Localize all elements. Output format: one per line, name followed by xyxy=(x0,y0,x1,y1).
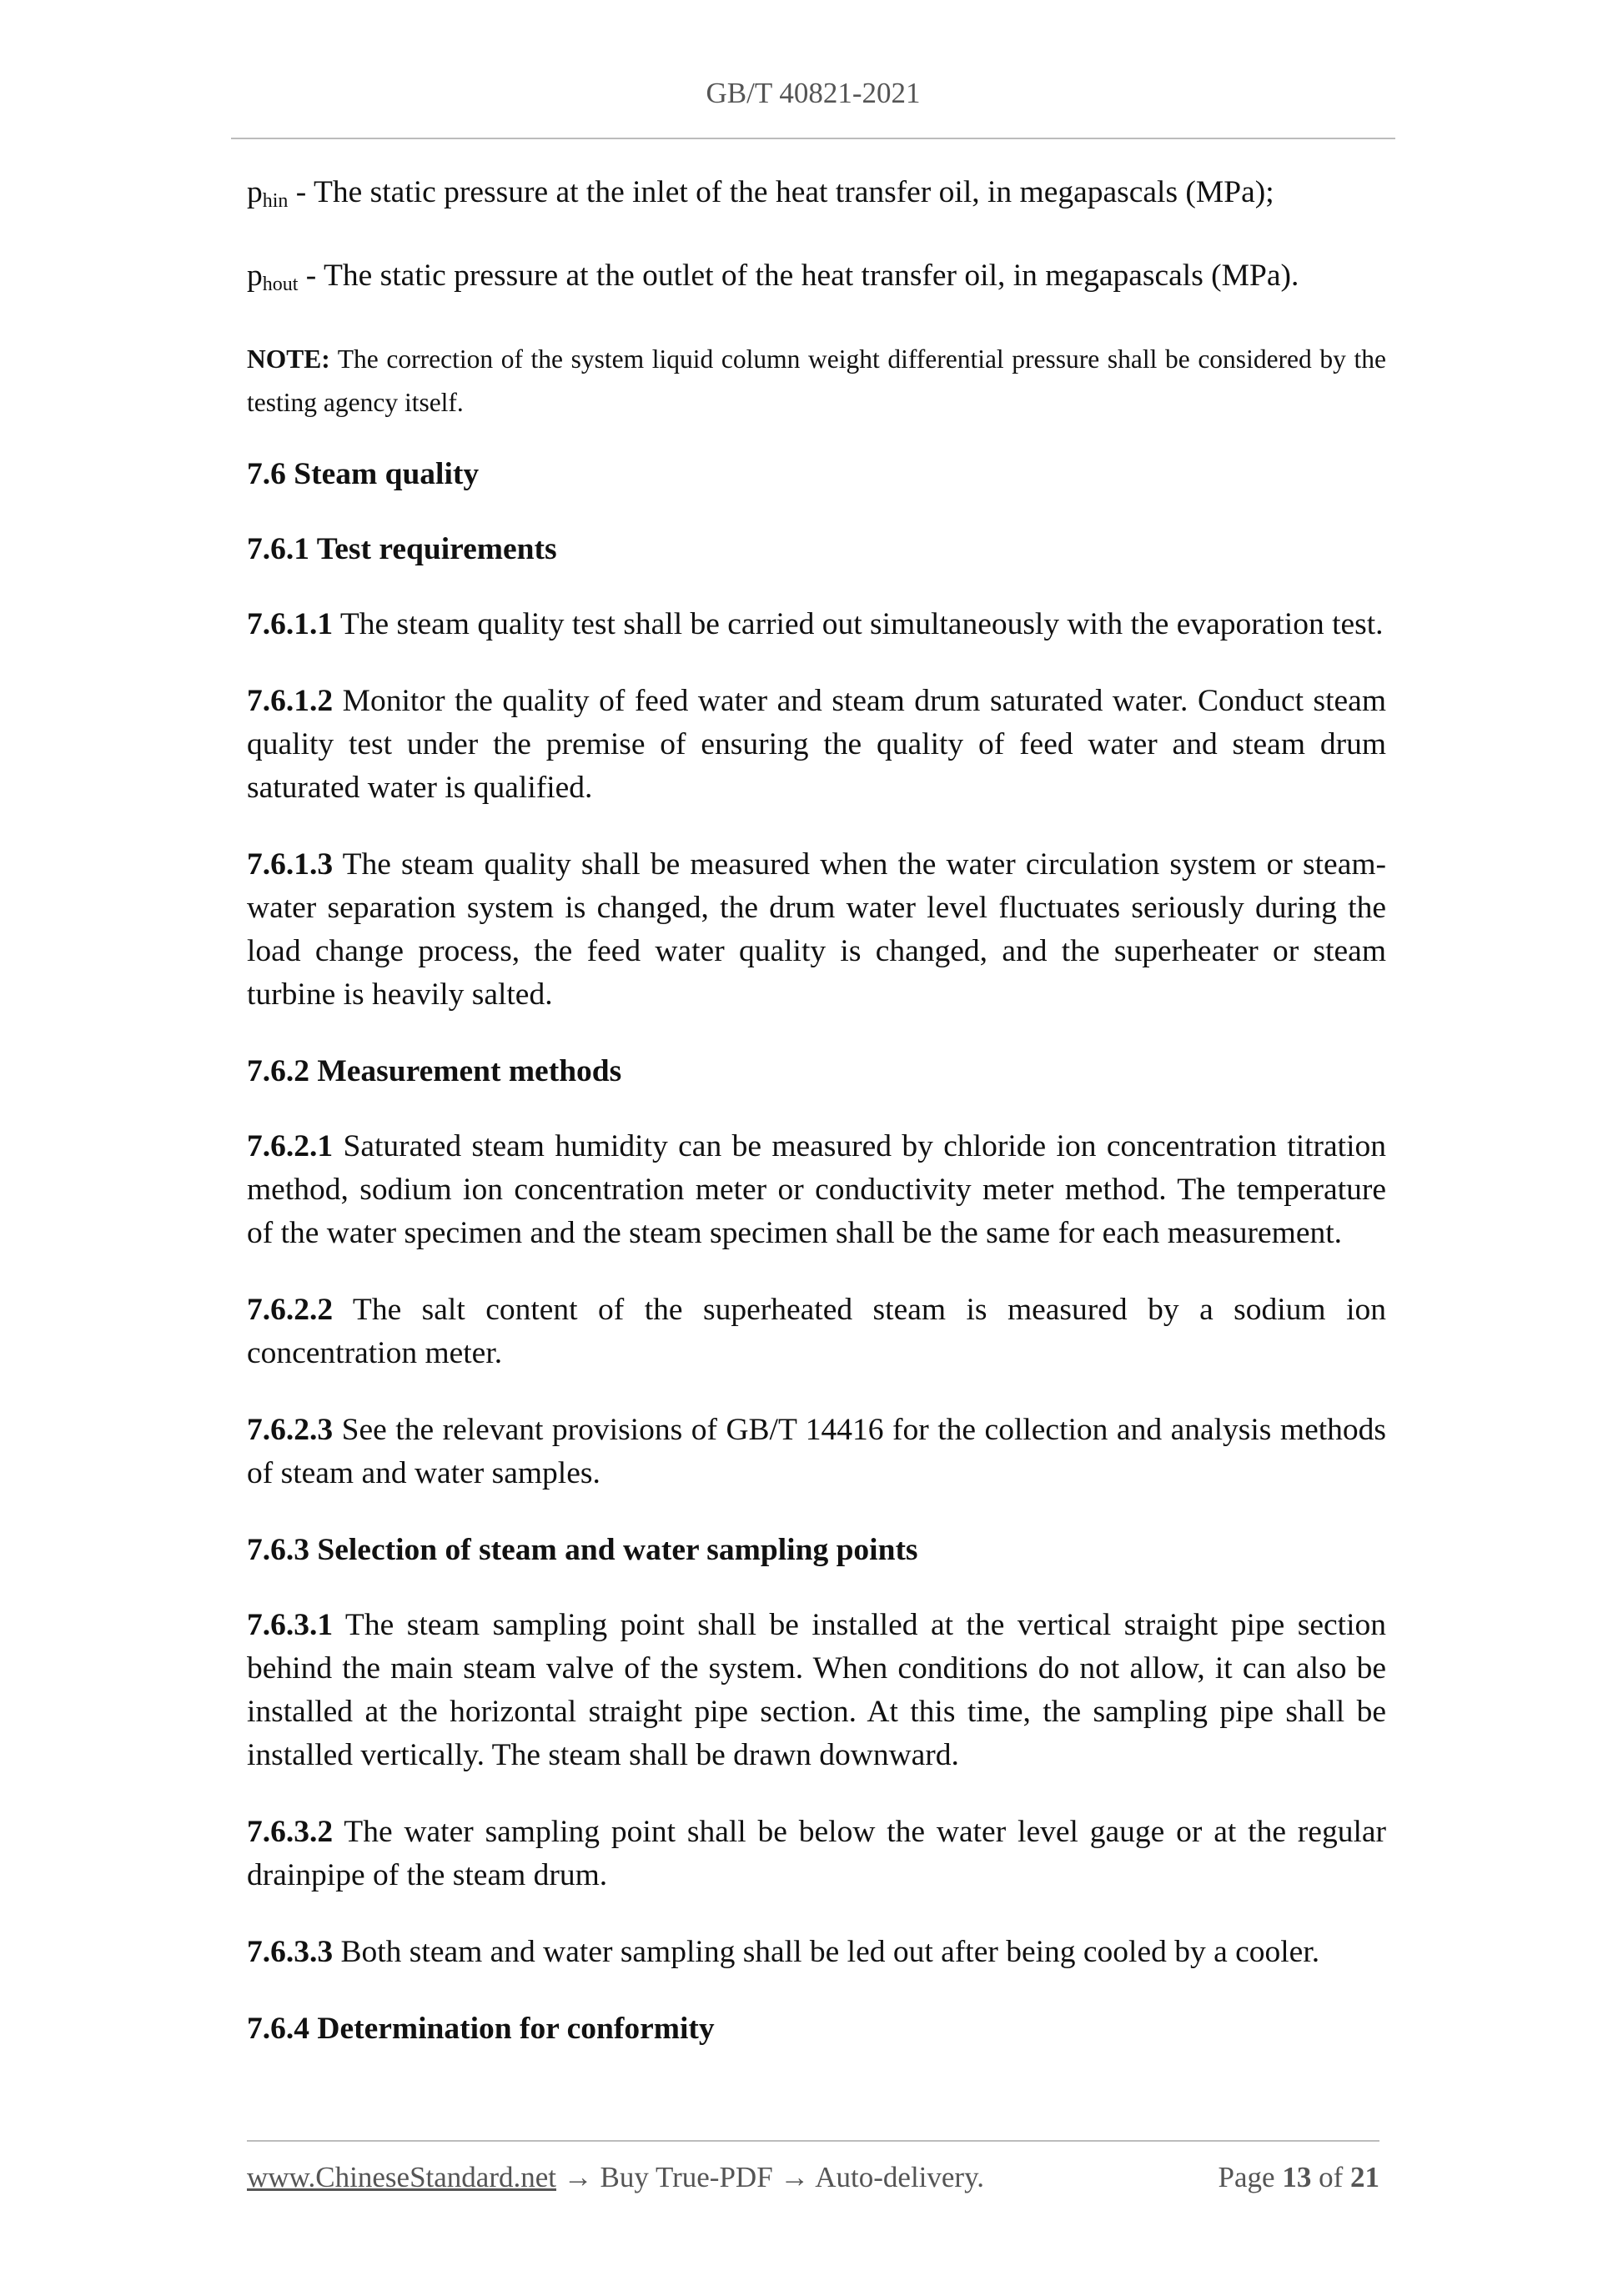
section-title: Test requirements xyxy=(309,532,557,566)
section-number: 7.6.4 xyxy=(247,2012,309,2046)
clause-number: 7.6.2.1 xyxy=(247,1129,334,1163)
section-title: Steam quality xyxy=(285,457,480,491)
definition-text: - The static pressure at the outlet of the heat transfer oil, in megapascals (MPa). xyxy=(298,259,1299,293)
section-title: Determination for conformity xyxy=(309,2012,715,2046)
clause-number: 7.6.3.3 xyxy=(247,1935,334,1969)
clause-7-6-1-1 xyxy=(247,603,1386,646)
clause-7-6-2-3 xyxy=(247,1409,1386,1495)
symbol: p xyxy=(247,259,263,293)
page-footer xyxy=(247,2161,1379,2194)
clause-text: The salt content of the superheated steam is measured by a sodium ion concentration meter. xyxy=(247,1293,1386,1370)
clause-7-6-3-2 xyxy=(247,1811,1386,1897)
clause-number: 7.6.1.3 xyxy=(247,847,334,882)
clause-7-6-1-3 xyxy=(247,843,1386,1017)
clause-number: 7.6.3.1 xyxy=(247,1608,334,1642)
buy-true-pdf-text: Buy True-PDF xyxy=(600,2161,773,2193)
clause-text: Both steam and water sampling shall be led out after being cooled by a cooler. xyxy=(333,1935,1320,1969)
definition-phout xyxy=(247,254,1386,306)
symbol-subscript: hin xyxy=(262,190,289,212)
section-heading-7-6-1 xyxy=(247,528,1386,571)
section-heading-7-6-2 xyxy=(247,1050,1386,1093)
clause-number: 7.6.2.2 xyxy=(247,1293,334,1327)
website-link[interactable]: www.ChineseStandard.net xyxy=(247,2161,556,2193)
header-divider xyxy=(231,138,1395,139)
clause-number: 7.6.1.1 xyxy=(247,607,334,641)
section-number: 7.6.2 xyxy=(247,1054,309,1088)
clause-text: The water sampling point shall be below the water level gauge or at the regular drainpipe of the steam drum. xyxy=(247,1815,1386,1892)
document-header-id: GB/T 40821-2021 xyxy=(706,77,921,109)
clause-number: 7.6.1.2 xyxy=(247,684,334,718)
clause-number: 7.6.3.2 xyxy=(247,1815,334,1849)
clause-text: Monitor the quality of feed water and steam drum saturated water. Conduct steam quality test under the premise of ensuring the quality of feed water and steam drum saturated water is qualified. xyxy=(247,684,1386,805)
symbol: p xyxy=(247,175,263,209)
clause-7-6-2-2 xyxy=(247,1289,1386,1375)
note-text: The correction of the system liquid column weight differential pressure shall be considered by the testing agency itself. xyxy=(247,344,1386,417)
section-title: Selection of steam and water sampling points xyxy=(309,1533,918,1567)
clause-text: The steam quality shall be measured when the water circulation system or steam-water separation system is changed, the drum water level fluctuates seriously during the load change process, the feed water quality is changed, and the superheater or steam turbine is heavily salted. xyxy=(247,847,1386,1012)
auto-delivery-text: Auto-delivery. xyxy=(815,2161,985,2193)
section-number: 7.6.1 xyxy=(247,532,309,566)
clause-number: 7.6.2.3 xyxy=(247,1413,334,1447)
definition-text: - The static pressure at the inlet of the heat transfer oil, in megapascals (MPa); xyxy=(288,175,1274,209)
page-number xyxy=(1219,2161,1379,2194)
section-heading-7-6-3 xyxy=(247,1529,1386,1572)
section-number: 7.6.3 xyxy=(247,1533,309,1567)
document-body xyxy=(247,171,1386,2082)
section-heading-7-6 xyxy=(247,453,1386,496)
clause-7-6-3-1 xyxy=(247,1604,1386,1777)
section-title: Measurement methods xyxy=(309,1054,622,1088)
arrow-right-icon: → xyxy=(780,2161,810,2193)
clause-text: The steam sampling point shall be installed at the vertical straight pipe section behind the main steam valve of the system. When conditions do not allow, it can also be installed at the horizontal straight pipe section. At this time, the sampling pipe shall be installed vertically. The steam shall be drawn downward. xyxy=(247,1608,1386,1772)
symbol-subscript: hout xyxy=(262,274,299,295)
current-page: 13 xyxy=(1282,2161,1312,2193)
clause-text: The steam quality test shall be carried out simultaneously with the evaporation test. xyxy=(333,607,1384,641)
arrow-right-icon: → xyxy=(563,2161,593,2193)
clause-7-6-1-2 xyxy=(247,680,1386,810)
clause-7-6-2-1 xyxy=(247,1125,1386,1255)
page-label: Page xyxy=(1218,2161,1275,2193)
section-heading-7-6-4 xyxy=(247,2007,1386,2051)
of-label: of xyxy=(1319,2161,1344,2193)
clause-7-6-3-3 xyxy=(247,1931,1386,1974)
clause-text: See the relevant provisions of GB/T 14416 for the collection and analysis methods of steam and water samples. xyxy=(247,1413,1386,1490)
section-number: 7.6 xyxy=(247,457,286,491)
note-paragraph xyxy=(247,338,1386,425)
footer-promo xyxy=(247,2161,984,2194)
note-label: NOTE: xyxy=(247,344,330,374)
total-pages: 21 xyxy=(1350,2161,1379,2193)
definition-phin xyxy=(247,171,1386,223)
clause-text: Saturated steam humidity can be measured by chloride ion concentration titration method, sodium ion concentration meter or conductivity meter method. The temperature of the water specimen and the steam specimen shall be the same for each measurement. xyxy=(247,1129,1386,1250)
footer-divider xyxy=(247,2140,1379,2142)
